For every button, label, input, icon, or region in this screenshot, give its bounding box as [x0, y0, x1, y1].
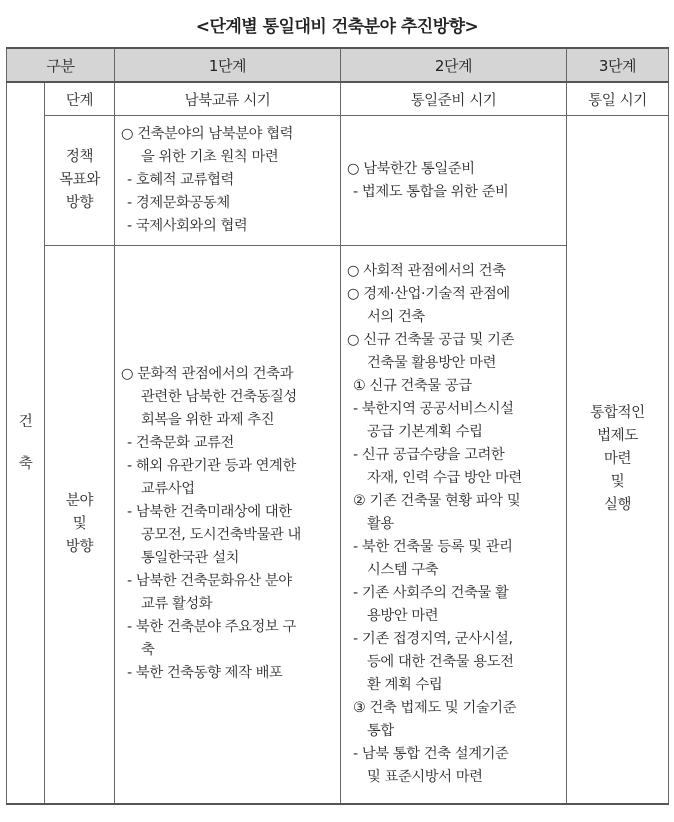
text-line: ○ 경제·산업·기술적 관점에 — [347, 285, 510, 302]
text-line: - 남북 통합 건축 설계기준 — [353, 745, 509, 762]
text-line: 공급 기본계획 수립 — [367, 423, 483, 440]
text-line: 통일한국관 설치 — [141, 550, 240, 567]
stage2-period: 통일준비 시기 — [341, 82, 567, 116]
text-line: 환 계획 수립 — [367, 676, 443, 693]
text-line: - 남북한 건축미래상에 대한 — [127, 504, 292, 521]
policy-row — [7, 116, 669, 246]
stage3-content — [567, 116, 669, 804]
field-label-line: 분야 — [65, 492, 94, 509]
text-line: ○ 건축분야의 남북분야 협력 — [121, 126, 294, 142]
header-stage2: 2단계 — [341, 48, 567, 82]
text-line: - 기존 접경지역, 군사시설, — [353, 630, 513, 647]
stage-row-label: 단계 — [45, 82, 115, 116]
text-line: 관련한 남북한 건축동질성 — [141, 389, 297, 406]
page-title: <단계별 통일대비 건축분야 추진방향> — [195, 17, 479, 37]
stage1-period: 남북교류 시기 — [115, 82, 341, 116]
field-stage1 — [115, 246, 341, 804]
text-line: 용방안 마련 — [367, 607, 439, 624]
strategy-table — [6, 47, 669, 805]
text-line: 통합 — [367, 722, 394, 739]
text-line: 교류사업 — [141, 481, 195, 498]
stage3-line: 및 — [610, 473, 625, 490]
stage3-line: 통합적인 — [590, 404, 645, 421]
text-line: 교류 활성화 — [141, 596, 213, 613]
text-line: ○ 남북한간 통일준비 — [347, 160, 475, 177]
field-label — [45, 246, 115, 804]
text-line: - 북한 건축동향 제작 배포 — [127, 665, 283, 682]
stage-row — [7, 82, 669, 116]
text-line: 시스템 구축 — [367, 561, 439, 578]
text-line: 회복을 위한 과제 추진 — [141, 412, 275, 429]
side-label — [7, 82, 45, 804]
field-stage2 — [341, 246, 567, 804]
text-line: - 호혜적 교류협력 — [127, 172, 234, 188]
text-line: 공모전, 도시건축박물관 내 — [141, 527, 301, 544]
text-line: ③ 건축 법제도 및 기술기준 — [353, 699, 517, 716]
policy-label-line: 정책 — [65, 149, 94, 165]
text-line: 을 위한 기초 원칙 마련 — [141, 149, 279, 165]
text-line: - 경제문화공동체 — [127, 195, 230, 211]
header-category: 구분 — [7, 48, 115, 82]
text-line: - 신규 공급수량을 고려한 — [353, 446, 505, 463]
text-line: - 국제사회와의 협력 — [127, 218, 248, 234]
text-line: - 기존 사회주의 건축물 활 — [353, 584, 509, 601]
policy-label-line: 목표와 — [59, 172, 100, 188]
header-row — [7, 48, 669, 82]
stage3-line: 법제도 — [597, 427, 638, 444]
policy-stage1 — [115, 116, 341, 246]
side-label-char: 건 — [18, 413, 33, 430]
text-line: - 건축문화 교류전 — [127, 435, 234, 452]
text-line: - 북한지역 공공서비스시설 — [353, 400, 514, 417]
text-line: ○ 문화적 관점에서의 건축과 — [121, 366, 294, 383]
text-line: ○ 신규 건축물 공급 및 기존 — [347, 331, 514, 348]
stage3-period: 통일 시기 — [567, 82, 669, 116]
text-line: - 해외 유관기관 등과 연계한 — [127, 458, 296, 475]
text-line: - 북한 건축분야 주요정보 구 — [127, 619, 296, 636]
policy-stage2 — [341, 116, 567, 246]
text-line: 및 표준시방서 마련 — [367, 768, 483, 785]
policy-label-line: 방향 — [65, 195, 94, 211]
text-line: ○ 사회적 관점에서의 건축 — [347, 262, 506, 279]
stage3-line: 실행 — [603, 496, 632, 513]
text-line: 등에 대한 건축물 용도전 — [367, 653, 514, 670]
text-line: - 남북한 건축문화유산 분야 — [127, 573, 292, 590]
text-line: ① 신규 건축물 공급 — [353, 377, 472, 394]
text-line: 서의 건축 — [367, 308, 425, 325]
field-label-line: 방향 — [65, 538, 94, 555]
text-line: 활용 — [367, 515, 394, 532]
text-line: 자재, 인력 수급 방안 마련 — [367, 469, 522, 486]
text-line: 축 — [141, 642, 155, 659]
header-stage1: 1단계 — [115, 48, 341, 82]
text-line: ② 기존 건축물 현황 파악 및 — [353, 492, 521, 509]
text-line: - 법제도 통합을 위한 준비 — [353, 183, 509, 200]
header-stage3: 3단계 — [567, 48, 669, 82]
field-label-line: 및 — [72, 515, 87, 532]
text-line: 건축물 활용방안 마련 — [367, 354, 496, 371]
stage3-line: 마련 — [603, 450, 632, 467]
side-label-char: 축 — [18, 455, 33, 472]
policy-label — [45, 116, 115, 246]
text-line: - 북한 건축물 등록 및 관리 — [353, 538, 513, 555]
